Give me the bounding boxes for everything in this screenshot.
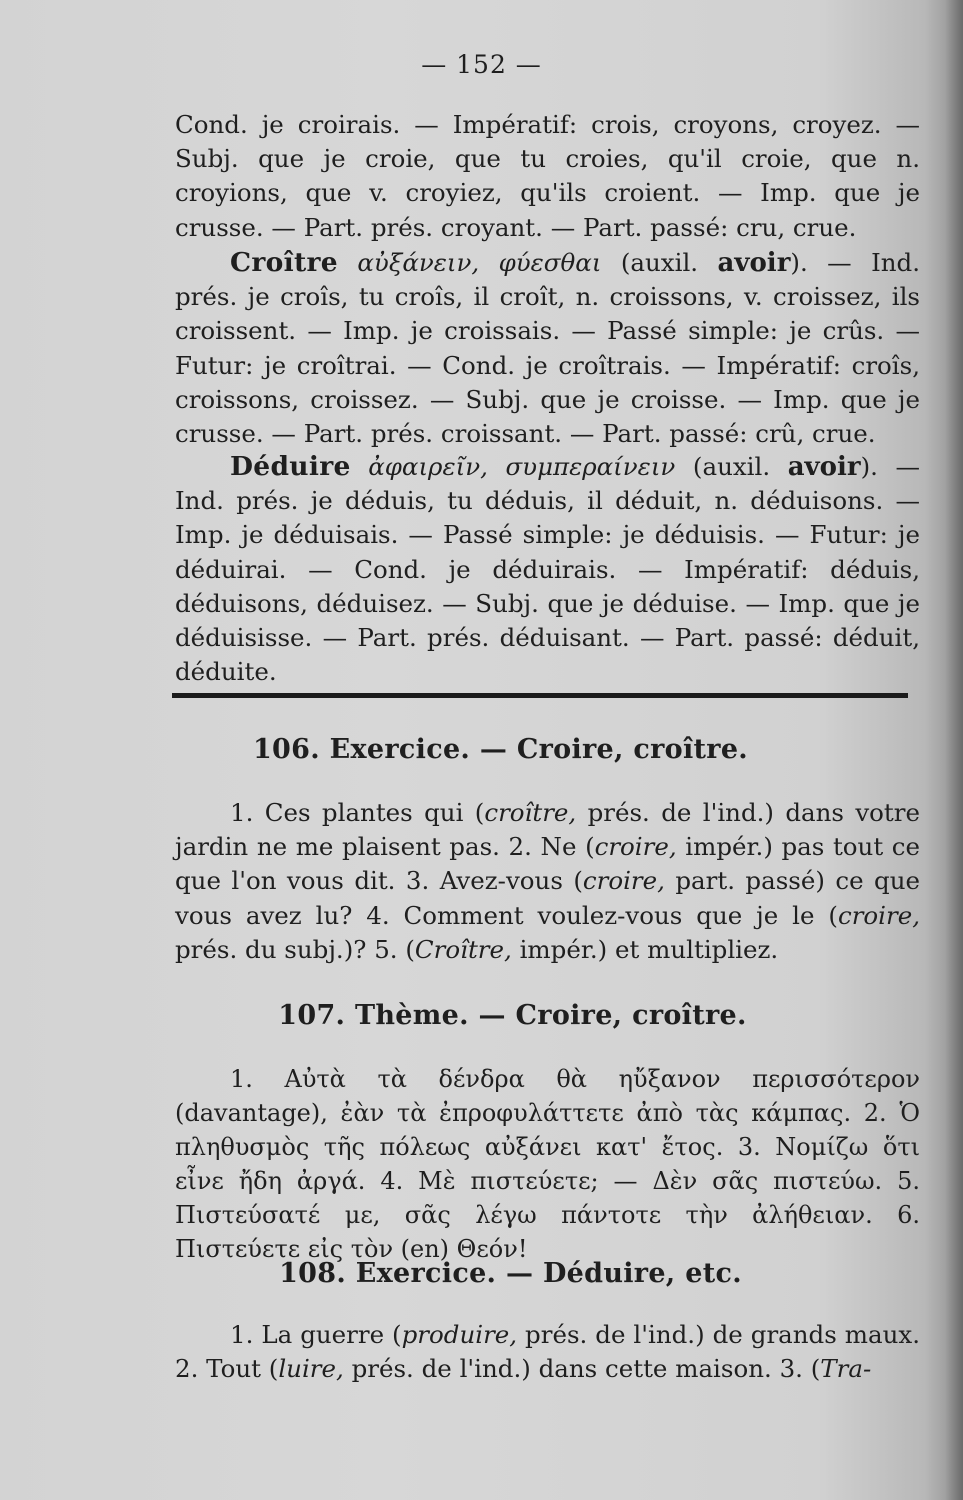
croitre-paragraph (175, 246, 920, 451)
deduire-aux-close: ). (860, 452, 878, 481)
exercise-106-text (175, 796, 920, 967)
ex106-part: impér.) pas tout ce que l'on vous dit. 3. Avez-vous ( (175, 832, 920, 896)
croitre-aux-close: ). (790, 248, 808, 277)
croitre-headword: Croître (230, 247, 338, 278)
deduire-headword: Déduire (230, 451, 351, 482)
ex106-verb-italic: croire, (582, 866, 665, 896)
theme-107-paragraph: 1. Αὐτὰ τὰ δένδρα θὰ ηὔξανον περισσότερον (davantage), ἐὰν τὰ ἐπροφυλάττετε ἀπὸ τὰς κάμπας. 2. Ὁ πληθυσμὸς τῆς πόλεως αὐξάνει κατ' ἔτος. 3. Νομίζω ὅτι εἶνε ἤδη ἀργά. 4. Μὲ πιστεύετε; — Δὲν σᾶς πιστεύω. 5. Πιστεύσατέ με, σᾶς λέγω πάντοτε τὴν ἀλήθειαν. 6. Πιστεύετε εἰς τὸν (en) Θεόν! (175, 1065, 920, 1263)
theme-107-text (175, 1062, 920, 1266)
ex108-part: 1. La guerre ( (230, 1320, 402, 1349)
croire-text: Cond. je croirais. — Impératif: crois, croyons, croyez. — Subj. que je croie, que tu croies, qu'il croie, que n. croyions, que v. croyiez, qu'ils croient. — Imp. que je crusse. — Part. prés. croyant. — Part. passé: cru, crue. (175, 110, 920, 242)
ex106-part: prés. de l'ind.) dans votre jardin ne me plaisent pas. 2. Ne ( (175, 798, 920, 862)
page-edge-shadow (945, 0, 963, 1500)
ex106-part: prés. du subj.)? 5. ( (175, 934, 415, 964)
ex106-verb-italic: croire, (594, 832, 677, 862)
exercise-108-heading: 108. Exercice. — Déduire, etc. (279, 1258, 742, 1289)
croitre-text: — Ind. prés. je croîs, tu croîs, il croît, n. croissons, v. croissez, ils croissent. — Imp. je croissais. — Passé simple: je crûs. — Futur: je croîtrai. — Cond. je croîtrais. — Impératif: croîs, croissons, croissez. — Subj. que je croisse. — Imp. que je crusse. — Part. prés. croissant. — Part. passé: crû, crue. (175, 248, 921, 449)
page-number: — 152 — (421, 50, 542, 79)
deduire-aux-word: avoir (787, 452, 861, 482)
croitre-aux-open: (auxil. (620, 248, 699, 277)
deduire-aux-open: (auxil. (692, 452, 771, 481)
ex106-verb-italic: croire, (837, 900, 920, 930)
ex106-verb-italic: Croître, (414, 934, 512, 964)
deduire-text: — Ind. prés. je déduis, tu déduis, il déduit, n. déduisons. — Imp. je déduisais. — Passé simple: je déduisis. — Futur: je déduirai. — Cond. je déduirais. — Impératif: déduis, déduisons, déduisez. — Subj. que je déduise. — Imp. que je déduisisse. — Part. prés. déduisant. — Part. passé: déduit, déduite. (175, 452, 920, 687)
croitre-entry (175, 246, 920, 451)
section-divider (172, 693, 908, 698)
deduire-paragraph (175, 450, 920, 689)
ex108-verb-italic: Tra- (820, 1354, 872, 1384)
ex106-verb-italic: croître, (484, 798, 577, 827)
exercise-106-heading: 106. Exercice. — Croire, croître. (252, 734, 749, 765)
croitre-aux-word: avoir (717, 248, 791, 278)
exercise-108-paragraph (175, 1318, 920, 1386)
ex106-part: part. passé) ce que vous avez lu? 4. Comment voulez-vous que je le ( (175, 866, 920, 930)
deduire-entry (175, 450, 920, 689)
croire-conjugation-end (175, 108, 920, 245)
ex108-verb-italic: luire, (278, 1354, 344, 1384)
ex106-part: impér.) et multipliez. (511, 934, 779, 964)
theme-107-heading: 107. Thème. — Croire, croître. (278, 1000, 747, 1031)
deduire-greek: ἀφαιρεῖν, συμπεραίνειν (368, 452, 676, 481)
croitre-greek: αὐξάνειν, φύεσθαι (357, 248, 602, 277)
ex106-part: 1. Ces plantes qui ( (230, 798, 485, 827)
ex108-part: prés. de l'ind.) dans cette maison. 3. ( (343, 1354, 821, 1384)
ex108-part: prés. de l'ind.) de grands maux. 2. Tout ( (175, 1320, 921, 1384)
exercise-108-text (175, 1318, 920, 1386)
ex108-verb-italic: produire, (401, 1320, 518, 1349)
exercise-106-paragraph (175, 796, 920, 967)
